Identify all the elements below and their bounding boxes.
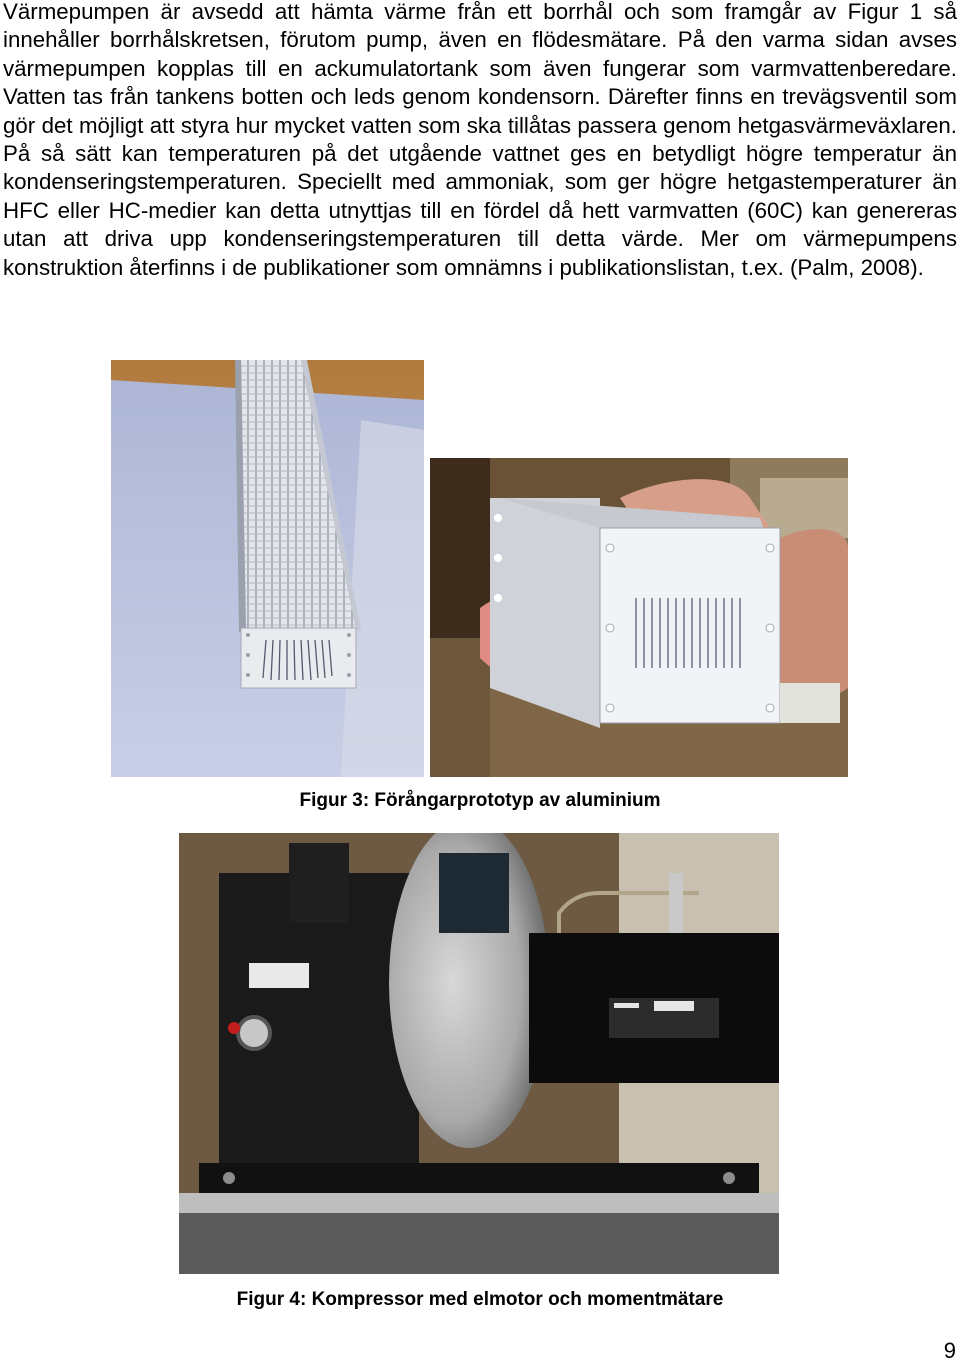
page-number: 9 (943, 1338, 956, 1363)
evaporator-photo-table (111, 360, 424, 777)
compressor-photo (179, 833, 779, 1274)
evaporator-photo-hand (430, 458, 848, 777)
figure-4-caption: Figur 4: Kompressor med elmotor och momentmätare (236, 1289, 724, 1310)
figure-3-caption: Figur 3: Förångarprototyp av aluminium (299, 790, 661, 811)
body-paragraph: Värmepumpen är avsedd att hämta värme från ett borrhål och som framgår av Figur 1 så innehåller borrhålskretsen, förutom pump, även en flödesmätare. På den varma sidan avses värmepumpen kopplas till en ackumulatortank som även fungerar som varmvattenberedare. Vatten tas från tankens botten och leds genom kondensorn. Därefter finns en trevägsventil som gör det möjligt att styra hur mycket vatten som ska tillåtas passera genom hetgasvärmeväxlaren. På så sätt kan temperaturen på det utgående vattnet ges en betydligt högre temperatur än kondenseringstemperaturen. Speciellt med ammoniak, som ger högre hetgastemperaturer än HFC eller HC-medier kan detta utnyttjas till en fördel då hett varmvatten (60C) kan genereras utan att driva upp kondenseringstemperaturen till detta värde. Mer om värmepumpens konstruktion återfinns i de publikationer som omnämns i publikationslistan, t.ex. (Palm, 2008). (3, 0, 957, 280)
